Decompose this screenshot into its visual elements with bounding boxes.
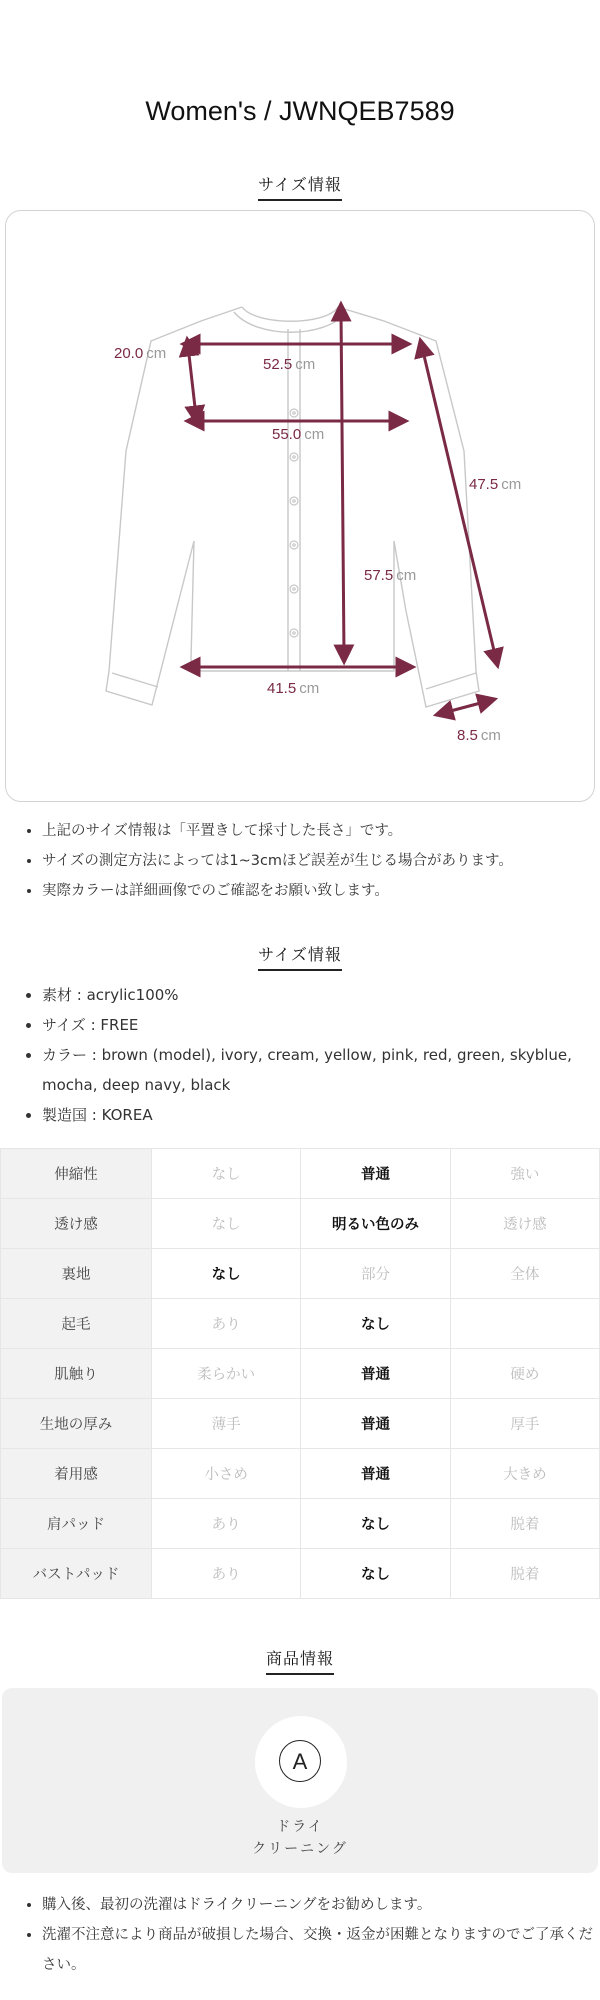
hem-value-label: 41.5 cm [267,680,320,697]
spec-list [22,980,600,1130]
table-row [1,1199,600,1249]
size-info-heading-text: サイズ情報 [258,172,342,201]
spec-heading [0,942,600,971]
attribute-label: 肌触り [1,1349,152,1399]
list-item: • カラー : brown (model), ivory, cream, yellow, pink, red, green, skyblue, mocha, deep navy, black [42,1040,600,1100]
table-row [1,1149,600,1199]
list-item: • 素材 : acrylic100% [42,980,600,1010]
attribute-option [450,1299,599,1349]
attribute-label: 透け感 [1,1199,152,1249]
attribute-label: バストパッド [1,1549,152,1599]
attribute-label: 肩パッド [1,1499,152,1549]
cardigan-sketch [6,211,594,801]
attribute-option: 透け感 [450,1199,599,1249]
attribute-option: 脱着 [450,1499,599,1549]
list-item: • 製造国 : KOREA [42,1100,600,1130]
attribute-label: 裏地 [1,1249,152,1299]
care-label-line1: ドライ [276,1819,324,1835]
size-notes-list [22,816,600,906]
armhole-value-label: 20.0 cm [114,345,167,362]
attribute-option-selected: なし [301,1499,450,1549]
care-symbol-circle [255,1716,347,1808]
armhole-line [188,346,196,416]
list-item: • サイズ : FREE [42,1010,600,1040]
attribute-option: 薄手 [152,1399,301,1449]
table-row [1,1549,600,1599]
attribute-option-selected: 普通 [301,1399,450,1449]
list-item: • 上記のサイズ情報は「平置きして採寸した長さ」です。 [42,816,600,846]
attribute-option: あり [152,1299,301,1349]
sleeve-value-label: 47.5 cm [469,476,522,493]
attribute-option-selected: なし [152,1249,301,1299]
care-instructions-box [2,1688,598,1873]
attribute-option: なし [152,1149,301,1199]
attribute-label: 起毛 [1,1299,152,1349]
attribute-option: 硬め [450,1349,599,1399]
attribute-option: あり [152,1549,301,1599]
attribute-option-selected: 明るい色のみ [301,1199,450,1249]
table-row [1,1299,600,1349]
product-notes-list [22,1890,600,1980]
length-line [341,311,344,655]
care-label-line2: クリーニング [252,1841,348,1857]
attribute-option-selected: 普通 [301,1449,450,1499]
table-row [1,1349,600,1399]
size-info-heading [0,172,600,201]
table-row [1,1249,600,1299]
attribute-option: なし [152,1199,301,1249]
length-value-label: 57.5 cm [364,567,417,584]
attribute-option-selected: 普通 [301,1349,450,1399]
table-row [1,1499,600,1549]
product-info-heading [0,1646,600,1675]
cuff-line [443,701,488,713]
attribute-option: あり [152,1499,301,1549]
attribute-option-selected: 普通 [301,1149,450,1199]
attribute-label: 着用感 [1,1449,152,1499]
attribute-option: 強い [450,1149,599,1199]
attribute-option: 小さめ [152,1449,301,1499]
chest-value-label: 55.0 cm [272,426,325,443]
list-item: • 購入後、最初の洗濯はドライクリーニングをお勧めします。 [42,1890,600,1920]
size-diagram [5,210,595,802]
attribute-label: 伸縮性 [1,1149,152,1199]
care-label [2,1816,598,1860]
attribute-option: 脱着 [450,1549,599,1599]
dry-clean-icon: A [279,1740,321,1782]
attribute-option-selected: なし [301,1549,450,1599]
sleeve-line [422,347,496,659]
attribute-option: 大きめ [450,1449,599,1499]
attribute-label: 生地の厚み [1,1399,152,1449]
attribute-option: 部分 [301,1249,450,1299]
attribute-option: 全体 [450,1249,599,1299]
spec-heading-text: サイズ情報 [258,942,342,971]
list-item: • 洗濯不注意により商品が破損した場合、交換・返金が困難となりますのでご了承ください。 [42,1920,600,1980]
fabric-attribute-table [0,1148,600,1599]
attribute-option-selected: なし [301,1299,450,1349]
table-row [1,1449,600,1499]
cuff-value-label: 8.5 cm [457,727,501,744]
attribute-option: 厚手 [450,1399,599,1449]
attribute-option: 柔らかい [152,1349,301,1399]
page-title: Women's / JWNQEB7589 [145,96,455,126]
list-item: • 実際カラーは詳細画像でのご確認をお願い致します。 [42,876,600,906]
table-row [1,1399,600,1449]
list-item: • サイズの測定方法によっては1~3cmほど誤差が生じる場合があります。 [42,846,600,876]
shoulder-value-label: 52.5 cm [263,356,316,373]
product-info-heading-text: 商品情報 [266,1646,334,1675]
